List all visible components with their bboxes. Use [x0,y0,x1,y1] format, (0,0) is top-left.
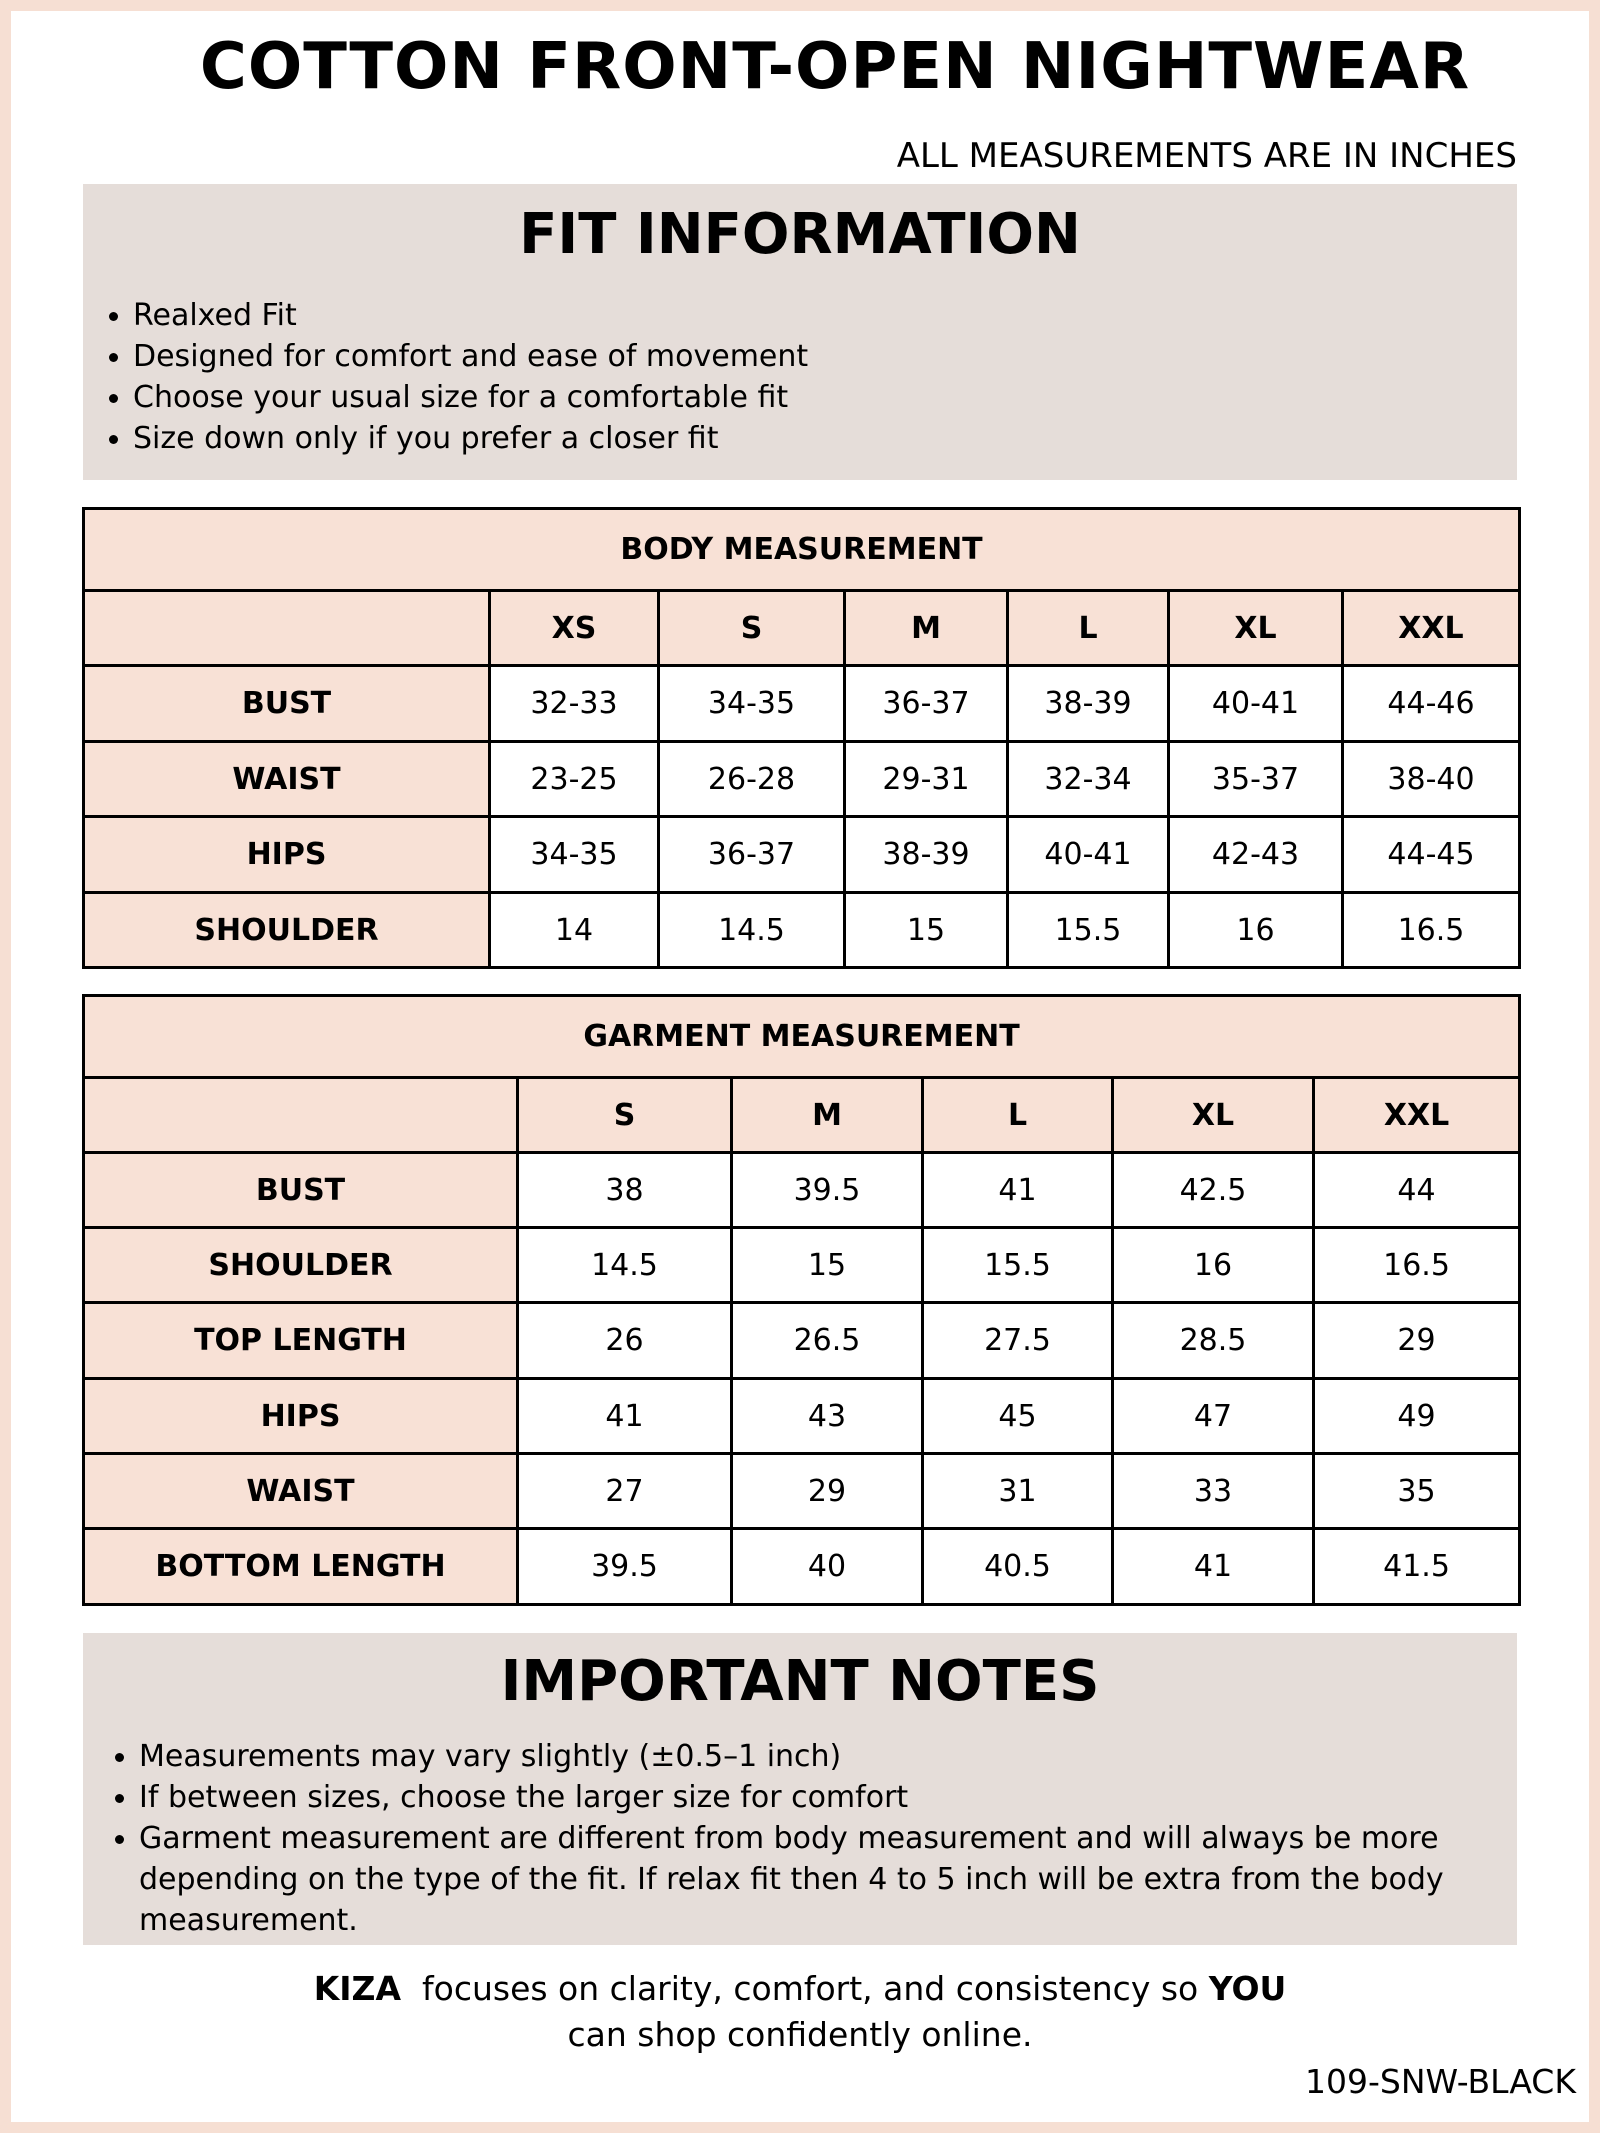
body-size-header: L [1008,591,1169,666]
row-label: WAIST [84,742,490,817]
note-item: Garment measurement are different from body measurement and will always be more depending on the type of the fit. If relax fit then 4 to 5 inch will be extra from the body measurement. [139,1818,1457,1941]
table-cell: 26-28 [659,742,845,817]
table-cell: 35-37 [1169,742,1343,817]
table-row [84,1454,1520,1529]
body-size-header: S [659,591,845,666]
table-cell: 29-31 [845,742,1008,817]
table-row [84,1529,1520,1605]
brand-name: KIZA [313,1969,402,2008]
table-cell: 15.5 [923,1228,1113,1303]
fit-item: Designed for comfort and ease of movement [133,336,1517,377]
fit-information-panel [83,184,1517,480]
table-row [84,666,1520,742]
table-cell: 34-35 [490,817,659,893]
table-cell: 28.5 [1113,1303,1314,1379]
table-cell: 40-41 [1169,666,1343,742]
units-note: ALL MEASUREMENTS ARE IN INCHES [896,136,1517,176]
table-cell: 35 [1314,1454,1520,1529]
garment-size-header: XL [1113,1078,1314,1153]
table-row [84,1379,1520,1454]
table-cell: 38-39 [1008,666,1169,742]
table-cell: 23-25 [490,742,659,817]
table-cell: 15.5 [1008,893,1169,968]
notes-list [83,1736,1517,1941]
table-cell: 15 [732,1228,923,1303]
row-label: BOTTOM LENGTH [84,1529,518,1605]
table-cell: 16 [1113,1228,1314,1303]
garment-size-header: L [923,1078,1113,1153]
fit-list [83,295,1517,459]
fit-item: Choose your usual size for a comfortable fit [133,377,1517,418]
table-cell: 43 [732,1379,923,1454]
table-cell: 42-43 [1169,817,1343,893]
body-size-header: XL [1169,591,1343,666]
table-cell: 40-41 [1008,817,1169,893]
garment-size-header: S [518,1078,732,1153]
body-header-corner [84,591,490,666]
table-row [84,1153,1520,1228]
table-cell: 31 [923,1454,1113,1529]
fit-item: Realxed Fit [133,295,1517,336]
garment-table-caption: GARMENT MEASUREMENT [84,996,1520,1078]
table-cell: 33 [1113,1454,1314,1529]
row-label: TOP LENGTH [84,1303,518,1379]
body-measurement-table [82,507,1521,969]
table-cell: 49 [1314,1379,1520,1454]
garment-size-header: XXL [1314,1078,1520,1153]
table-cell: 38-39 [845,817,1008,893]
table-cell: 27 [518,1454,732,1529]
note-item: If between sizes, choose the larger size for comfort [139,1777,1457,1818]
table-cell: 14.5 [659,893,845,968]
row-label: SHOULDER [84,1228,518,1303]
table-cell: 41 [923,1153,1113,1228]
product-sku: 109-SNW-BLACK [1304,2062,1576,2101]
table-cell: 40.5 [923,1529,1113,1605]
note-item: Measurements may vary slightly (±0.5–1 inch) [139,1736,1457,1777]
page-title: COTTON FRONT-OPEN NIGHTWEAR [199,30,1471,104]
table-cell: 27.5 [923,1303,1113,1379]
row-label: BUST [84,1153,518,1228]
table-cell: 40 [732,1529,923,1605]
table-row [84,1303,1520,1379]
table-row [84,742,1520,817]
table-cell: 16.5 [1343,893,1520,968]
notes-heading: IMPORTANT NOTES [500,1649,1100,1714]
body-table-caption: BODY MEASUREMENT [84,509,1520,591]
table-cell: 44-46 [1343,666,1520,742]
table-cell: 26 [518,1303,732,1379]
footer-emphasis: YOU [1208,1969,1287,2008]
table-cell: 36-37 [845,666,1008,742]
table-cell: 29 [732,1454,923,1529]
row-label: BUST [84,666,490,742]
body-size-header: XS [490,591,659,666]
table-cell: 38-40 [1343,742,1520,817]
table-cell: 41 [518,1379,732,1454]
table-cell: 26.5 [732,1303,923,1379]
table-cell: 14.5 [518,1228,732,1303]
table-cell: 14 [490,893,659,968]
table-cell: 32-33 [490,666,659,742]
table-cell: 39.5 [732,1153,923,1228]
table-cell: 32-34 [1008,742,1169,817]
body-size-header: M [845,591,1008,666]
garment-size-header: M [732,1078,923,1153]
table-row [84,893,1520,968]
table-cell: 38 [518,1153,732,1228]
garment-header-corner [84,1078,518,1153]
table-cell: 34-35 [659,666,845,742]
table-cell: 41.5 [1314,1529,1520,1605]
table-cell: 45 [923,1379,1113,1454]
table-cell: 41 [1113,1529,1314,1605]
row-label: SHOULDER [84,893,490,968]
row-label: HIPS [84,1379,518,1454]
important-notes-panel [83,1633,1517,1945]
table-cell: 47 [1113,1379,1314,1454]
table-row [84,817,1520,893]
table-cell: 16.5 [1314,1228,1520,1303]
table-cell: 15 [845,893,1008,968]
fit-item: Size down only if you prefer a closer fit [133,418,1517,459]
footer-line-2: can shop confidently online. [567,2015,1033,2054]
table-cell: 44 [1314,1153,1520,1228]
fit-heading: FIT INFORMATION [519,202,1081,267]
body-size-header: XXL [1343,591,1520,666]
footer-tagline [0,1966,1600,2058]
table-cell: 36-37 [659,817,845,893]
table-cell: 39.5 [518,1529,732,1605]
garment-measurement-table [82,994,1521,1606]
footer-text: focuses on clarity, comfort, and consistency so [401,1969,1209,2008]
row-label: HIPS [84,817,490,893]
table-cell: 44-45 [1343,817,1520,893]
footer-line-1 [0,1966,1600,2012]
table-cell: 42.5 [1113,1153,1314,1228]
row-label: WAIST [84,1454,518,1529]
table-cell: 16 [1169,893,1343,968]
table-cell: 29 [1314,1303,1520,1379]
table-row [84,1228,1520,1303]
